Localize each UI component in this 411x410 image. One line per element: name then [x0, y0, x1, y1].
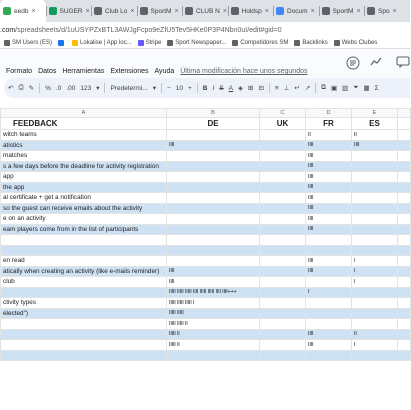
close-icon[interactable]: × [356, 7, 361, 15]
table-row [1, 329, 411, 340]
cell-d[interactable] [306, 298, 352, 309]
tab-favicon-icon [49, 7, 57, 15]
cell-e[interactable] [352, 214, 398, 225]
cell-c[interactable] [260, 130, 306, 141]
borders-icon[interactable]: ⊞ [248, 85, 254, 92]
cell-e[interactable] [352, 161, 398, 172]
close-icon[interactable]: × [31, 7, 36, 15]
cell-f[interactable] [398, 350, 411, 361]
table-row [1, 245, 411, 256]
menu-ayuda[interactable]: Ayuda [154, 68, 175, 75]
cell-d[interactable] [306, 245, 352, 256]
cell-d[interactable]: IIII [306, 140, 352, 151]
font-size-increase-icon[interactable]: + [188, 84, 192, 92]
cell-d[interactable]: IIII [306, 182, 352, 193]
comment-add-icon[interactable]: ▣ [330, 85, 338, 92]
browser-tab[interactable] [46, 0, 92, 22]
merge-cells-icon[interactable]: ⊟ [258, 85, 264, 92]
cell-a[interactable]: the app [1, 182, 167, 193]
cell-f[interactable] [398, 245, 411, 256]
browser-tab[interactable] [273, 0, 319, 22]
tab-favicon-icon [367, 7, 375, 15]
cell-f[interactable] [398, 140, 411, 151]
cell-c[interactable] [260, 340, 306, 351]
cell-d[interactable]: IIII [306, 224, 352, 235]
tab-title: SportM [150, 7, 172, 15]
cell-e[interactable] [352, 287, 398, 298]
bookmark-favicon-icon [58, 40, 64, 46]
cell-f[interactable] [398, 308, 411, 319]
bold-button[interactable]: B [202, 84, 208, 92]
sheet-table [0, 108, 411, 361]
cell-e[interactable] [352, 203, 398, 214]
toolbar-divider [161, 83, 162, 93]
decimal-decrease-icon[interactable]: .0 [55, 84, 62, 92]
url-path: /spreadsheets/d/1uUSYPZxBTL3AWJgFcpo9eZfU5Tev5HKe0P3P4Nbn0uI/edit#gid=0 [15, 26, 282, 34]
cell-c[interactable] [260, 319, 306, 330]
cell-f[interactable] [398, 287, 411, 298]
cell-d[interactable]: IIII [306, 193, 352, 204]
table-row [1, 130, 411, 141]
last-edit-link[interactable]: Última modificación hace unos segundos [180, 68, 308, 75]
table-row [1, 224, 411, 235]
cell-a[interactable]: al certificate + get a notification [1, 193, 167, 204]
cell-c[interactable] [260, 350, 306, 361]
toolbar-divider [315, 83, 316, 93]
cell-e[interactable] [352, 182, 398, 193]
tab-favicon-icon [3, 7, 11, 15]
text-color-button[interactable]: A [228, 84, 233, 92]
tab-title: Spo [378, 7, 390, 15]
tab-favicon-icon [276, 7, 284, 15]
cell-f[interactable] [398, 203, 411, 214]
cell-f[interactable] [398, 235, 411, 246]
cell-b[interactable]: IIIII II [167, 329, 260, 340]
tab-title: SportM [332, 7, 354, 15]
menu-list [6, 68, 308, 75]
toolbar-divider [104, 83, 105, 93]
cell-a[interactable] [1, 287, 167, 298]
cell-b[interactable] [167, 245, 260, 256]
cell-e[interactable] [352, 235, 398, 246]
decimal-increase-icon[interactable]: .00 [66, 84, 76, 92]
bookmark-label: Sport Newspaper... [175, 40, 227, 46]
bookmark-item[interactable] [4, 40, 52, 46]
bookmark-favicon-icon [138, 40, 144, 46]
cell-e[interactable] [352, 350, 398, 361]
comment-icon[interactable] [396, 56, 410, 68]
cell-b[interactable] [167, 130, 260, 141]
more-formats-dropdown[interactable]: 123 [80, 84, 92, 92]
cell-lang-de[interactable]: DE [167, 118, 260, 130]
history-icon[interactable] [346, 56, 360, 70]
header-row [1, 118, 411, 130]
tab-title: Docum [287, 7, 308, 15]
cell-a[interactable]: ctivity types [1, 298, 167, 309]
cell-d[interactable] [306, 277, 352, 288]
cell-a[interactable]: matches [1, 151, 167, 162]
table-row [1, 140, 411, 151]
cell-c[interactable] [260, 245, 306, 256]
browser-tab[interactable] [91, 0, 137, 22]
sheets-menubar [0, 50, 410, 78]
bookmark-favicon-icon [294, 40, 300, 46]
browser-tab[interactable] [0, 0, 46, 22]
chart-icon[interactable]: ▥ [342, 85, 349, 92]
cell-empty[interactable] [398, 118, 411, 130]
format-painter-icon[interactable]: ✎ [28, 85, 35, 92]
cell-e[interactable] [352, 308, 398, 319]
cell-d[interactable]: IIII [306, 172, 352, 183]
cell-c[interactable] [260, 266, 306, 277]
tab-favicon-icon [322, 7, 330, 15]
cell-e[interactable]: I [352, 340, 398, 351]
column-header-a[interactable]: A [1, 109, 167, 118]
table-row [1, 298, 411, 309]
table-row [1, 308, 411, 319]
bookmark-label: Competidores SM [240, 40, 289, 46]
cell-a[interactable]: so the guest can receive emails about the activity [1, 203, 167, 214]
cell-f[interactable] [398, 214, 411, 225]
cell-f[interactable] [398, 298, 411, 309]
cell-f[interactable] [398, 130, 411, 141]
cell-a[interactable] [1, 319, 167, 330]
bookmark-favicon-icon [167, 40, 173, 46]
column-header-f[interactable] [398, 109, 411, 118]
cell-b[interactable]: IIIII IIIII IIIII I [167, 298, 260, 309]
cell-a[interactable]: s a few days before the deadline for activity registration [1, 161, 167, 172]
cell-c[interactable] [260, 151, 306, 162]
bookmark-favicon-icon [334, 40, 340, 46]
cell-e[interactable] [352, 245, 398, 256]
cell-b[interactable]: IIII [167, 140, 260, 151]
cell-e[interactable] [352, 224, 398, 235]
table-row [1, 172, 411, 183]
cell-b[interactable] [167, 235, 260, 246]
bookmark-item[interactable] [294, 40, 327, 46]
cell-b[interactable] [167, 172, 260, 183]
fill-color-icon[interactable]: ◈ [238, 85, 243, 92]
cell-a[interactable]: app [1, 172, 167, 183]
cell-c[interactable] [260, 172, 306, 183]
cell-b[interactable]: IIIII II [167, 340, 260, 351]
cell-c[interactable] [260, 182, 306, 193]
table-row [1, 151, 411, 162]
cell-c[interactable] [260, 193, 306, 204]
cell-c[interactable] [260, 224, 306, 235]
font-family-select[interactable]: Predetermi... [110, 84, 148, 92]
tab-title: eedb [14, 7, 29, 15]
cell-e[interactable]: II [352, 130, 398, 141]
bookmark-label: Lokalise | App loc... [80, 40, 132, 46]
close-icon[interactable]: × [264, 7, 269, 15]
cell-b[interactable]: IIIII IIIII [167, 308, 260, 319]
cell-a[interactable]: club [1, 277, 167, 288]
table-row [1, 319, 411, 330]
percent-format-icon[interactable]: % [45, 84, 51, 92]
cell-d[interactable] [306, 235, 352, 246]
table-row [1, 182, 411, 193]
bookmark-item[interactable] [167, 40, 226, 46]
close-icon[interactable]: × [222, 7, 227, 15]
cell-c[interactable] [260, 277, 306, 288]
cell-b[interactable] [167, 193, 260, 204]
cell-lang-es[interactable]: ES [352, 118, 398, 130]
align-left-icon[interactable]: ≡ [274, 84, 279, 92]
cell-a[interactable] [1, 329, 167, 340]
cell-d[interactable]: II [306, 130, 352, 141]
browser-tab[interactable] [137, 0, 183, 22]
text-wrap-icon[interactable]: ↵ [294, 85, 300, 92]
tab-favicon-icon [94, 7, 102, 15]
browser-tab-strip [0, 0, 410, 22]
bookmark-favicon-icon [72, 40, 78, 46]
cell-a[interactable]: atistics [1, 140, 167, 151]
table-row [1, 266, 411, 277]
cell-d[interactable]: IIII [306, 203, 352, 214]
cell-d[interactable] [306, 308, 352, 319]
cell-a[interactable] [1, 235, 167, 246]
cell-c[interactable] [260, 308, 306, 319]
table-row [1, 193, 411, 204]
cell-d[interactable] [306, 350, 352, 361]
cell-e[interactable]: I [352, 266, 398, 277]
cell-b[interactable] [167, 182, 260, 193]
cell-d[interactable]: IIII [306, 266, 352, 277]
cell-a[interactable]: e on an activity [1, 214, 167, 225]
cell-c[interactable] [260, 298, 306, 309]
close-icon[interactable]: × [174, 7, 179, 15]
table-row [1, 256, 411, 267]
bookmark-item[interactable] [138, 40, 162, 46]
strikethrough-button[interactable]: S [219, 84, 224, 92]
bookmark-label: Backlinks [302, 40, 328, 46]
cell-c[interactable] [260, 287, 306, 298]
column-header-row [1, 109, 411, 118]
column-header-e[interactable]: E [352, 109, 398, 118]
cell-c[interactable] [260, 329, 306, 340]
cell-f[interactable] [398, 193, 411, 204]
print-icon[interactable]: ⎙ [18, 84, 24, 91]
filter-icon[interactable]: ⏷ [353, 84, 359, 91]
cell-d[interactable]: IIII [306, 214, 352, 225]
cell-f[interactable] [398, 256, 411, 267]
cell-d[interactable]: IIII [306, 340, 352, 351]
cell-b[interactable]: IIIII IIIII II [167, 319, 260, 330]
spreadsheet-grid[interactable] [0, 108, 410, 410]
cell-c[interactable] [260, 214, 306, 225]
cell-e[interactable]: II [352, 329, 398, 340]
view-filter-icon[interactable]: ▦ [363, 85, 370, 92]
bookmark-item[interactable] [334, 40, 378, 46]
table-row [1, 277, 411, 288]
cell-a[interactable] [1, 340, 167, 351]
column-header-c[interactable]: C [260, 109, 306, 118]
bookmark-item[interactable] [72, 40, 132, 46]
cell-c[interactable] [260, 161, 306, 172]
tab-favicon-icon [185, 7, 193, 15]
cell-c[interactable] [260, 235, 306, 246]
cell-e[interactable] [352, 151, 398, 162]
cell-b[interactable] [167, 151, 260, 162]
cell-a[interactable]: en read [1, 256, 167, 267]
menu-herramientas[interactable]: Herramientas [62, 68, 105, 75]
cell-a[interactable]: witch teams [1, 130, 167, 141]
undo-icon[interactable]: ↶ [8, 85, 14, 92]
bookmark-item[interactable] [232, 40, 288, 46]
address-bar[interactable] [0, 22, 410, 38]
close-icon[interactable]: × [85, 7, 90, 15]
cell-e[interactable]: I [352, 277, 398, 288]
link-icon[interactable]: ⧉ [321, 84, 326, 91]
cell-lang-uk[interactable]: UK [260, 118, 306, 130]
browser-tab[interactable] [319, 0, 365, 22]
cell-d[interactable]: IIII [306, 151, 352, 162]
cell-a[interactable]: atically when creating an activity (like e-mails reminder) [1, 266, 167, 277]
cell-a[interactable] [1, 350, 167, 361]
browser-tab[interactable] [182, 0, 228, 22]
table-row [1, 214, 411, 225]
cell-f[interactable] [398, 277, 411, 288]
italic-button[interactable]: I [212, 84, 215, 92]
cell-d[interactable]: IIII [306, 161, 352, 172]
tab-title: CLUB N [196, 7, 220, 15]
cell-b[interactable]: IIII [167, 266, 260, 277]
close-icon[interactable]: × [392, 7, 397, 15]
cell-f[interactable] [398, 172, 411, 183]
url-domain: .com [0, 26, 16, 34]
cell-b[interactable]: IIIII IIIII IIIII IIII IIIII IIIII IIII IIII+++ [167, 287, 260, 298]
tab-title: Club Lo [105, 7, 128, 15]
toolbar-divider [269, 83, 270, 93]
table-row [1, 161, 411, 172]
column-header-b[interactable]: B [167, 109, 260, 118]
table-row [1, 235, 411, 246]
cell-d[interactable]: IIII [306, 256, 352, 267]
cell-f[interactable] [398, 319, 411, 330]
cell-a[interactable]: elected") [1, 308, 167, 319]
cell-b[interactable] [167, 214, 260, 225]
close-icon[interactable]: × [130, 7, 135, 15]
menu-datos[interactable]: Datos [38, 68, 57, 75]
sheets-toolbar [4, 78, 410, 98]
cell-b[interactable]: IIII [167, 277, 260, 288]
menu-extensiones[interactable]: Extensiones [110, 68, 149, 75]
cell-f[interactable] [398, 182, 411, 193]
column-header-d[interactable]: D [306, 109, 352, 118]
cell-e[interactable]: I [352, 256, 398, 267]
cell-d[interactable]: IIII [306, 329, 352, 340]
cell-f[interactable] [398, 340, 411, 351]
valign-bottom-icon[interactable]: ⊥ [283, 85, 290, 92]
bookmark-label: SM Users (ES) [12, 40, 53, 46]
tab-favicon-icon [140, 7, 148, 15]
cell-f[interactable] [398, 224, 411, 235]
cell-b[interactable] [167, 161, 260, 172]
cell-e[interactable] [352, 193, 398, 204]
cell-a[interactable]: eam players come from in the list of participants [1, 224, 167, 235]
trend-icon[interactable] [370, 57, 382, 67]
cell-b[interactable] [167, 224, 260, 235]
cell-c[interactable] [260, 256, 306, 267]
cell-e[interactable] [352, 319, 398, 330]
cell-a[interactable] [1, 245, 167, 256]
menu-formato[interactable]: Formato [6, 68, 33, 75]
browser-tab[interactable] [364, 0, 410, 22]
tab-favicon-icon [231, 7, 239, 15]
table-row [1, 287, 411, 298]
cell-feedback-title[interactable]: FEEDBACK [1, 118, 167, 130]
bookmark-item[interactable] [58, 40, 66, 46]
cell-e[interactable]: IIII [352, 140, 398, 151]
close-icon[interactable]: × [310, 7, 315, 15]
bookmark-label: Webs Clubes [341, 40, 378, 46]
text-rotate-icon[interactable]: ↗ [304, 85, 311, 92]
bookmark-favicon-icon [4, 40, 10, 46]
cell-b[interactable] [167, 203, 260, 214]
font-size-input[interactable]: 10 [175, 84, 183, 92]
bookmark-label: Stripe [145, 40, 162, 46]
toolbar-divider [39, 83, 40, 93]
font-size-decrease-icon[interactable]: − [166, 84, 171, 92]
cell-b[interactable] [167, 350, 260, 361]
cell-f[interactable] [398, 266, 411, 277]
tab-title: SUGER [59, 7, 83, 15]
chevron-down-icon: ▾ [152, 85, 156, 92]
url-text[interactable] [0, 27, 282, 34]
cell-f[interactable] [398, 329, 411, 340]
cell-f[interactable] [398, 161, 411, 172]
bookmarks-bar [0, 38, 410, 49]
table-row [1, 350, 411, 361]
cell-d[interactable]: I [306, 287, 352, 298]
functions-icon[interactable]: Σ [374, 84, 379, 92]
cell-d[interactable] [306, 319, 352, 330]
chevron-down-icon: ▾ [96, 85, 100, 92]
tab-title: Holdsp [241, 7, 262, 15]
cell-f[interactable] [398, 151, 411, 162]
bookmark-favicon-icon [232, 40, 238, 46]
cell-b[interactable] [167, 256, 260, 267]
table-row [1, 203, 411, 214]
cell-c[interactable] [260, 203, 306, 214]
cell-e[interactable] [352, 298, 398, 309]
cell-lang-fr[interactable]: FR [306, 118, 352, 130]
table-row [1, 340, 411, 351]
browser-tab[interactable] [228, 0, 274, 22]
cell-c[interactable] [260, 140, 306, 151]
cell-e[interactable] [352, 172, 398, 183]
toolbar-divider [197, 83, 198, 93]
